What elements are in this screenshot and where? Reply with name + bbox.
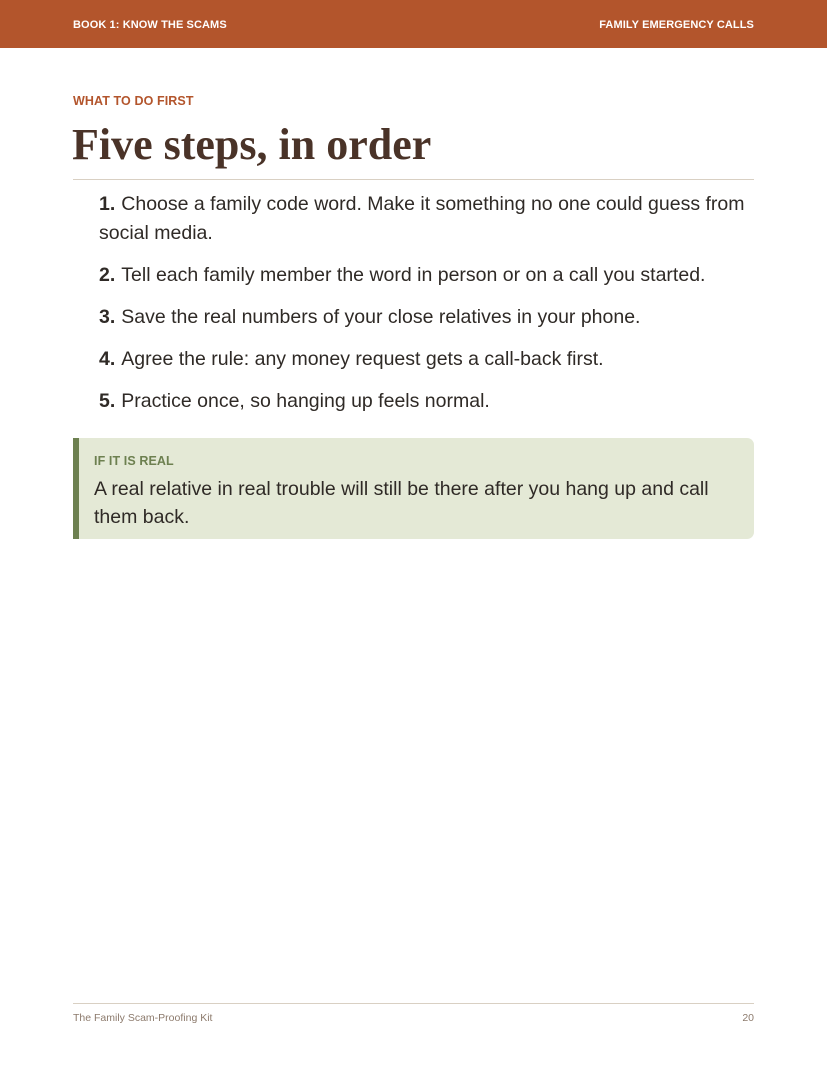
step-item <box>99 345 759 374</box>
step-number: 1. <box>99 193 116 215</box>
step-text: Choose a family code word. Make it something no one could guess from social media. <box>99 193 745 244</box>
step-number: 4. <box>99 347 116 370</box>
step-item <box>99 190 759 247</box>
running-header <box>0 0 827 48</box>
header-chapter-title: FAMILY EMERGENCY CALLS <box>599 19 754 31</box>
step-item <box>99 303 759 332</box>
footer-divider <box>73 1003 754 1004</box>
step-text: Save the real numbers of your close relatives in your phone. <box>121 305 641 328</box>
header-book-title: BOOK 1: KNOW THE SCAMS <box>73 19 227 31</box>
step-number: 5. <box>99 389 116 412</box>
page-title: Five steps, in order <box>72 120 432 169</box>
step-item <box>99 387 759 416</box>
step-number: 2. <box>99 263 116 286</box>
footer-kit-title: The Family Scam-Proofing Kit <box>73 1012 213 1024</box>
page-number: 20 <box>742 1012 754 1024</box>
callout-body: A real relative in real trouble will still be there after you hang up and call them back. <box>94 478 709 528</box>
section-eyebrow: WHAT TO DO FIRST <box>73 94 194 108</box>
step-number: 3. <box>99 305 116 328</box>
step-text: Agree the rule: any money request gets a call-back first. <box>121 347 604 370</box>
step-text: Practice once, so hanging up feels normal. <box>121 389 490 412</box>
title-divider <box>73 179 754 180</box>
tip-callout <box>73 438 754 539</box>
step-text: Tell each family member the word in person or on a call you started. <box>121 263 706 286</box>
step-item <box>99 261 759 290</box>
callout-label: IF IT IS REAL <box>94 454 174 468</box>
steps-list <box>99 190 759 429</box>
